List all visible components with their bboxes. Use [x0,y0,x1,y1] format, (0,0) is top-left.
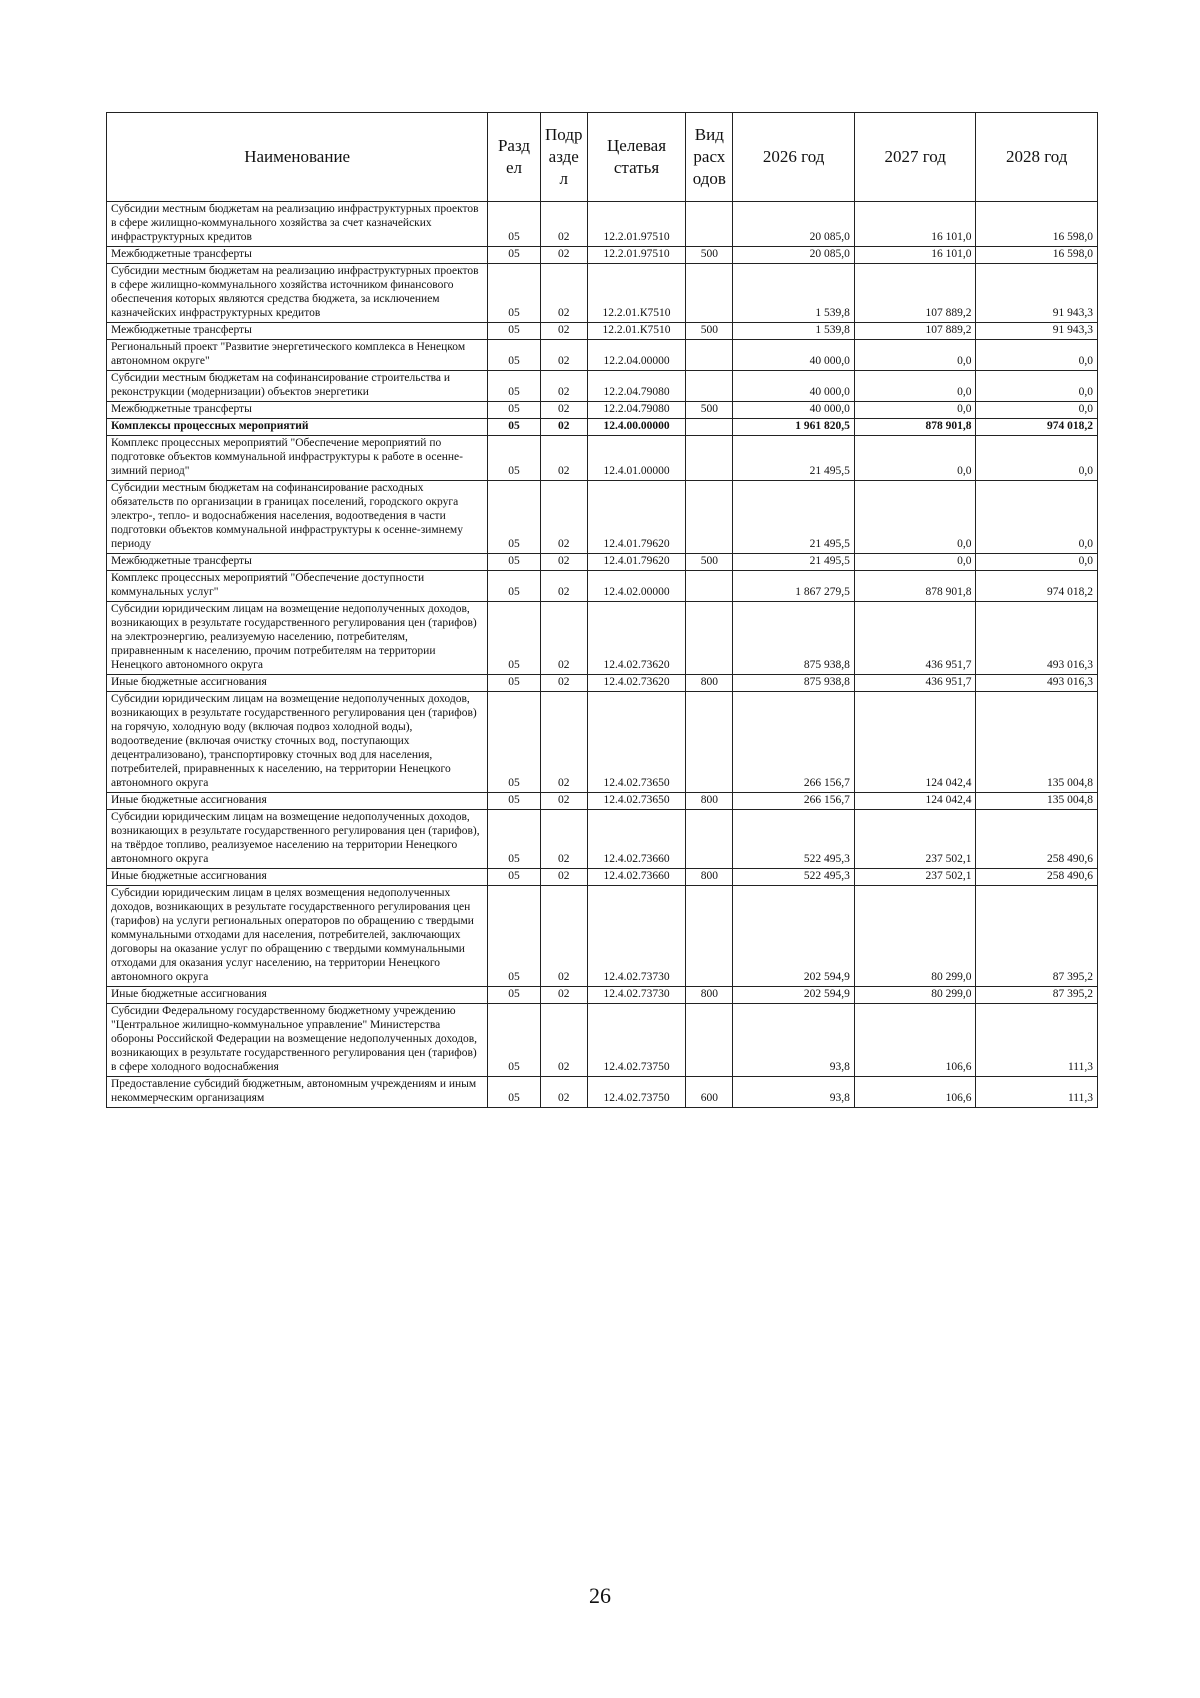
row-2027: 107 889,2 [854,323,976,340]
row-vid [686,810,733,869]
row-2027: 237 502,1 [854,869,976,886]
row-2027: 237 502,1 [854,810,976,869]
row-name: Субсидии юридическим лицам на возмещение недополученных доходов, возникающих в результате государственного регулирования цен (тарифов), на твёрдое топливо, реализуемое населению на территории Ненецкого автономного округа [107,810,488,869]
row-razdel: 05 [488,419,540,436]
row-podrazdel: 02 [540,264,587,323]
row-2028: 135 004,8 [976,692,1098,793]
row-2027: 436 951,7 [854,675,976,692]
row-2026: 40 000,0 [733,402,855,419]
row-razdel: 05 [488,264,540,323]
row-podrazdel: 02 [540,869,587,886]
row-vid: 500 [686,323,733,340]
table-row [107,402,1098,419]
row-2026: 20 085,0 [733,202,855,247]
row-podrazdel: 02 [540,602,587,675]
row-2026: 1 867 279,5 [733,571,855,602]
row-podrazdel: 02 [540,675,587,692]
row-vid: 500 [686,247,733,264]
table-row [107,692,1098,793]
row-statya: 12.4.02.73660 [587,869,685,886]
row-podrazdel: 02 [540,1077,587,1108]
row-2027: 107 889,2 [854,264,976,323]
row-vid: 800 [686,675,733,692]
row-2027: 80 299,0 [854,886,976,987]
row-razdel: 05 [488,793,540,810]
row-razdel: 05 [488,402,540,419]
table-row [107,340,1098,371]
row-statya: 12.4.02.73750 [587,1004,685,1077]
header-name: Наименование [107,113,488,202]
table-row [107,602,1098,675]
row-podrazdel: 02 [540,202,587,247]
row-statya: 12.2.04.79080 [587,371,685,402]
row-name: Комплекс процессных мероприятий "Обеспечение доступности коммунальных услуг" [107,571,488,602]
row-2028: 111,3 [976,1077,1098,1108]
row-vid [686,419,733,436]
row-razdel: 05 [488,323,540,340]
row-2026: 1 539,8 [733,264,855,323]
row-podrazdel: 02 [540,692,587,793]
row-2027: 0,0 [854,402,976,419]
row-2028: 0,0 [976,554,1098,571]
row-2028: 16 598,0 [976,202,1098,247]
row-2028: 0,0 [976,340,1098,371]
row-2026: 93,8 [733,1004,855,1077]
row-podrazdel: 02 [540,323,587,340]
row-razdel: 05 [488,202,540,247]
table-row [107,247,1098,264]
row-podrazdel: 02 [540,793,587,810]
table-row [107,1004,1098,1077]
row-2026: 202 594,9 [733,987,855,1004]
row-name: Комплексы процессных мероприятий [107,419,488,436]
row-name: Субсидии Федеральному государственному бюджетному учреждению "Центральное жилищно-коммунальное управление" Министерства обороны Российской Федерации на возмещение недополученных доходов, возникающих в результате государственного регулирования цен (тарифов) в сфере холодного водоснабжения [107,1004,488,1077]
row-2028: 91 943,3 [976,264,1098,323]
row-vid [686,571,733,602]
row-2028: 111,3 [976,1004,1098,1077]
row-razdel: 05 [488,1077,540,1108]
row-statya: 12.2.04.00000 [587,340,685,371]
row-statya: 12.4.02.73650 [587,692,685,793]
row-2026: 266 156,7 [733,692,855,793]
row-2028: 0,0 [976,402,1098,419]
row-vid [686,481,733,554]
row-name: Иные бюджетные ассигнования [107,869,488,886]
row-name: Субсидии юридическим лицам в целях возмещения недополученных доходов, возникающих в результате государственного регулирования цен (тарифов) на услуги региональных операторов по обращению с твердыми коммунальными отходами для населения, потребителей, заключающих договоры на оказание услуг по обращению с твердыми коммунальными отходами для оказания услуг населению, на территории Ненецкого автономного округа [107,886,488,987]
row-name: Субсидии местным бюджетам на софинансирование строительства и реконструкции (модернизации) объектов энергетики [107,371,488,402]
row-statya: 12.4.01.79620 [587,554,685,571]
row-2026: 21 495,5 [733,554,855,571]
row-razdel: 05 [488,1004,540,1077]
row-razdel: 05 [488,371,540,402]
row-2028: 493 016,3 [976,675,1098,692]
table-row [107,869,1098,886]
row-2027: 106,6 [854,1004,976,1077]
row-2027: 436 951,7 [854,602,976,675]
table-row [107,886,1098,987]
table-row [107,371,1098,402]
table-body [107,202,1098,1108]
row-statya: 12.2.04.79080 [587,402,685,419]
header-2027: 2027 год [854,113,976,202]
row-statya: 12.4.02.73620 [587,602,685,675]
row-2026: 1 539,8 [733,323,855,340]
row-2028: 87 395,2 [976,886,1098,987]
table-row [107,987,1098,1004]
row-statya: 12.4.02.73620 [587,675,685,692]
row-statya: 12.4.01.00000 [587,436,685,481]
table-header-row [107,113,1098,202]
row-razdel: 05 [488,340,540,371]
row-razdel: 05 [488,554,540,571]
row-2027: 0,0 [854,371,976,402]
row-vid: 800 [686,987,733,1004]
row-2028: 87 395,2 [976,987,1098,1004]
row-name: Межбюджетные трансферты [107,323,488,340]
row-podrazdel: 02 [540,402,587,419]
row-2028: 91 943,3 [976,323,1098,340]
row-statya: 12.4.02.73750 [587,1077,685,1108]
row-razdel: 05 [488,869,540,886]
row-razdel: 05 [488,481,540,554]
row-statya: 12.4.01.79620 [587,481,685,554]
row-statya: 12.2.01.97510 [587,247,685,264]
row-vid [686,886,733,987]
row-name: Иные бюджетные ассигнования [107,987,488,1004]
row-2027: 16 101,0 [854,247,976,264]
row-2026: 266 156,7 [733,793,855,810]
row-vid: 500 [686,402,733,419]
row-2028: 135 004,8 [976,793,1098,810]
row-razdel: 05 [488,987,540,1004]
table-row [107,810,1098,869]
row-podrazdel: 02 [540,810,587,869]
table-row [107,554,1098,571]
row-vid [686,692,733,793]
row-vid [686,340,733,371]
row-name: Межбюджетные трансферты [107,247,488,264]
row-2027: 878 901,8 [854,419,976,436]
row-vid [686,264,733,323]
row-statya: 12.4.02.73730 [587,987,685,1004]
row-2026: 1 961 820,5 [733,419,855,436]
budget-table [106,112,1098,1108]
row-vid [686,1004,733,1077]
row-vid: 800 [686,793,733,810]
row-2027: 106,6 [854,1077,976,1108]
row-2028: 16 598,0 [976,247,1098,264]
row-vid [686,602,733,675]
row-razdel: 05 [488,886,540,987]
row-2027: 124 042,4 [854,692,976,793]
row-podrazdel: 02 [540,571,587,602]
row-statya: 12.4.02.73650 [587,793,685,810]
row-2026: 522 495,3 [733,810,855,869]
row-2026: 20 085,0 [733,247,855,264]
row-podrazdel: 02 [540,436,587,481]
row-vid [686,371,733,402]
table-row [107,675,1098,692]
row-razdel: 05 [488,436,540,481]
table-row [107,264,1098,323]
row-statya: 12.4.00.00000 [587,419,685,436]
row-name: Предоставление субсидий бюджетным, автономным учреждениям и иным некоммерческим организациям [107,1077,488,1108]
header-vid: Вид расх одов [686,113,733,202]
row-2027: 16 101,0 [854,202,976,247]
table-row [107,202,1098,247]
row-statya: 12.4.02.73660 [587,810,685,869]
row-razdel: 05 [488,675,540,692]
row-name: Субсидии юридическим лицам на возмещение недополученных доходов, возникающих в результате государственного регулирования цен (тарифов) на электроэнергию, реализуемую населению, потребителям, приравненным к населению, прочим потребителям на территории Ненецкого автономного округа [107,602,488,675]
row-2028: 493 016,3 [976,602,1098,675]
row-podrazdel: 02 [540,371,587,402]
table-row [107,793,1098,810]
page-number: 26 [589,1583,611,1608]
row-statya: 12.2.01.К7510 [587,323,685,340]
row-razdel: 05 [488,602,540,675]
header-statya: Целевая статья [587,113,685,202]
row-2026: 93,8 [733,1077,855,1108]
table-row [107,481,1098,554]
row-2028: 974 018,2 [976,571,1098,602]
row-2027: 0,0 [854,481,976,554]
row-podrazdel: 02 [540,886,587,987]
row-2027: 124 042,4 [854,793,976,810]
row-2028: 0,0 [976,371,1098,402]
row-2026: 202 594,9 [733,886,855,987]
row-statya: 12.4.02.73730 [587,886,685,987]
row-statya: 12.2.01.97510 [587,202,685,247]
row-name: Субсидии местным бюджетам на софинансирование расходных обязательств по организации в границах поселений, городского округа электро-, тепло- и водоснабжения населения, водоотведения в части подготовки объектов коммунальной инфраструктуры к осенне-зимнему периоду [107,481,488,554]
header-2026: 2026 год [733,113,855,202]
row-podrazdel: 02 [540,1004,587,1077]
row-2026: 522 495,3 [733,869,855,886]
row-razdel: 05 [488,571,540,602]
row-2028: 974 018,2 [976,419,1098,436]
row-2026: 21 495,5 [733,481,855,554]
row-statya: 12.4.02.00000 [587,571,685,602]
row-2027: 80 299,0 [854,987,976,1004]
row-2028: 258 490,6 [976,810,1098,869]
row-razdel: 05 [488,692,540,793]
row-vid: 800 [686,869,733,886]
row-name: Субсидии местным бюджетам на реализацию инфраструктурных проектов в сфере жилищно-коммунального хозяйства источником финансового обеспечения которых являются средства бюджета, за исключением казначейских инфраструктурных кредитов [107,264,488,323]
row-name: Иные бюджетные ассигнования [107,675,488,692]
row-name: Межбюджетные трансферты [107,402,488,419]
row-razdel: 05 [488,810,540,869]
row-2028: 0,0 [976,481,1098,554]
row-2026: 875 938,8 [733,602,855,675]
row-name: Межбюджетные трансферты [107,554,488,571]
header-podrazdel: Подр азде л [540,113,587,202]
header-2028: 2028 год [976,113,1098,202]
row-podrazdel: 02 [540,419,587,436]
table-row [107,436,1098,481]
row-2028: 0,0 [976,436,1098,481]
row-name: Субсидии юридическим лицам на возмещение недополученных доходов, возникающих в результате государственного регулирования цен (тарифов) на горячую, холодную воду (включая подвоз холодной воды), водоотведение (включая очистку сточных вод, поступающих децентрализовано), транспортировку сточных вод для населения, потребителей, приравненных к населению, на территории Ненецкого автономного округа [107,692,488,793]
row-statya: 12.2.01.К7510 [587,264,685,323]
row-2026: 40 000,0 [733,371,855,402]
row-2028: 258 490,6 [976,869,1098,886]
row-razdel: 05 [488,247,540,264]
table-row [107,1077,1098,1108]
row-2026: 875 938,8 [733,675,855,692]
row-name: Субсидии местным бюджетам на реализацию инфраструктурных проектов в сфере жилищно-коммунального хозяйства за счет казначейских инфраструктурных кредитов [107,202,488,247]
row-2026: 21 495,5 [733,436,855,481]
row-name: Комплекс процессных мероприятий "Обеспечение мероприятий по подготовке объектов коммунальной инфраструктуры к работе в осенне-зимний период" [107,436,488,481]
row-podrazdel: 02 [540,481,587,554]
row-2027: 878 901,8 [854,571,976,602]
row-name: Региональный проект "Развитие энергетического комплекса в Ненецком автономном округе" [107,340,488,371]
row-2027: 0,0 [854,436,976,481]
row-podrazdel: 02 [540,247,587,264]
row-vid: 500 [686,554,733,571]
table-row [107,323,1098,340]
row-2027: 0,0 [854,554,976,571]
table-row [107,419,1098,436]
header-razdel: Разд ел [488,113,540,202]
row-vid [686,436,733,481]
row-vid [686,202,733,247]
row-podrazdel: 02 [540,987,587,1004]
row-podrazdel: 02 [540,554,587,571]
row-name: Иные бюджетные ассигнования [107,793,488,810]
row-2027: 0,0 [854,340,976,371]
row-podrazdel: 02 [540,340,587,371]
table-row [107,571,1098,602]
row-2026: 40 000,0 [733,340,855,371]
row-vid: 600 [686,1077,733,1108]
